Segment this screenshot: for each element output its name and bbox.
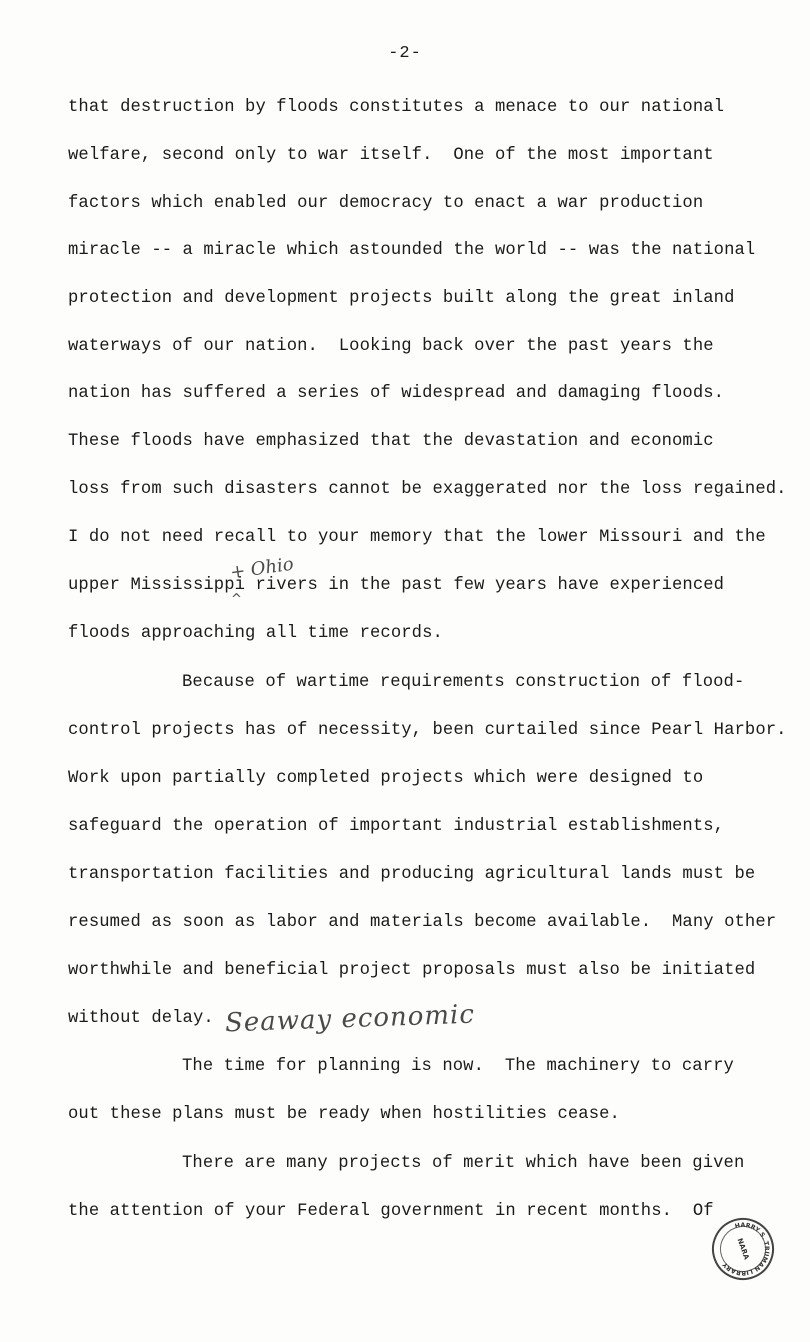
text-line: floods approaching all time records. [68,624,443,643]
paragraph-start: Because of wartime requirements construction of flood- [182,673,745,692]
text-line: I do not need recall to your memory that the lower Missouri and the [68,528,766,547]
text-line: loss from such disasters cannot be exaggerated nor the loss regained. [68,480,787,499]
handwritten-insertion-ohio: + Ohio [228,553,295,584]
text-line: the attention of your Federal government in recent months. Of [68,1202,714,1221]
insertion-caret: ^ [231,592,242,607]
text-line: that destruction by floods constitutes a menace to our national [68,98,725,117]
stamp-ring-text [706,1212,780,1286]
stamp-center-text: NARA [735,1237,751,1261]
text-line: out these plans must be ready when hostilities cease. [68,1105,620,1124]
text-line: Work upon partially completed projects which were designed to [68,769,704,788]
text-line: miracle -- a miracle which astounded the world -- was the national [68,241,756,260]
text-line: control projects has of necessity, been curtailed since Pearl Harbor. [68,721,787,740]
paragraph-start: The time for planning is now. The machinery to carry [182,1057,734,1076]
text-line: worthwhile and beneficial project proposals must also be initiated [68,961,756,980]
text-line: welfare, second only to war itself. One of the most important [68,146,714,165]
text-line: protection and development projects built along the great inland [68,289,735,308]
library-stamp [703,1209,782,1288]
svg-text:HARRY S. TRUMAN LIBRARY: HARRY S. TRUMAN LIBRARY [721,1221,771,1277]
text-line: transportation facilities and producing agricultural lands must be [68,865,756,884]
text-line: waterways of our nation. Looking back over the past years the [68,337,714,356]
text-line: These floods have emphasized that the devastation and economic [68,432,714,451]
text-line: upper Mississippi rivers in the past few years have experienced [68,576,725,595]
text-line: resumed as soon as labor and materials become available. Many other [68,913,777,932]
text-line: factors which enabled our democracy to enact a war production [68,194,704,213]
text-line: nation has suffered a series of widespread and damaging floods. [68,384,725,403]
paragraph-start: There are many projects of merit which have been given [182,1154,745,1173]
text-line: without delay. [68,1009,214,1028]
text-line: safeguard the operation of important industrial establishments, [68,817,725,836]
handwritten-note-seaway: Seaway economic [224,999,476,1039]
page-number: -2- [388,44,422,63]
